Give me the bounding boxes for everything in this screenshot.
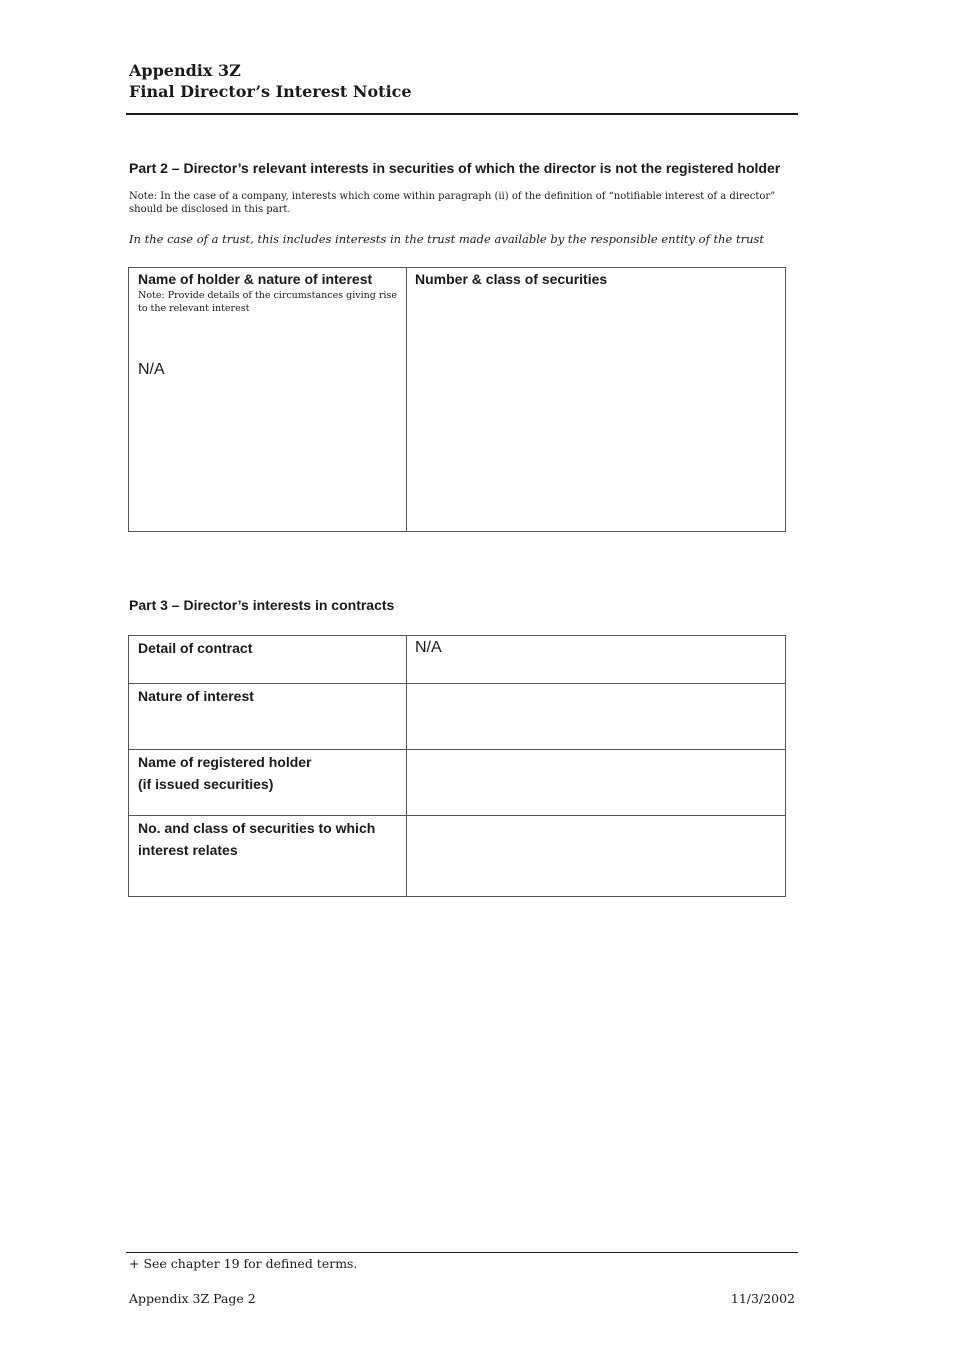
footer-page-label: Appendix 3Z Page 2: [129, 1291, 256, 1306]
part3-row-divider: [129, 683, 785, 684]
document-header: [129, 60, 412, 102]
part2-table: [128, 267, 786, 532]
row-label-line: Name of registered holder: [138, 754, 312, 770]
part3-row-detail-label: [138, 637, 402, 659]
part3-heading: Part 3 – Director’s interests in contracts: [129, 597, 395, 613]
part3-row-detail-value: N/A: [415, 639, 442, 656]
footer-defined-terms: + See chapter 19 for defined terms.: [129, 1256, 358, 1271]
part3-row-divider: [129, 815, 785, 816]
part2-holder-value: N/A: [138, 361, 165, 378]
part2-heading: Part 2 – Director’s relevant interests in securities of which the director is not the registered holder: [129, 160, 781, 176]
part3-row-securities-label: [138, 817, 402, 861]
row-label-line: No. and class of securities to which: [138, 820, 376, 836]
part3-table-column-divider: [406, 636, 407, 896]
header-divider: [126, 113, 798, 115]
part3-row-nature-label: [138, 685, 402, 707]
row-label-line: interest relates: [138, 842, 238, 858]
part3-row-holder-label: [138, 751, 402, 795]
row-label-line: (if issued securities): [138, 776, 274, 792]
part2-table-column-divider: [406, 268, 407, 531]
part3-table: [128, 635, 786, 897]
header-notice-title: Final Director’s Interest Notice: [129, 82, 412, 101]
part2-note: Note: In the case of a company, interests which come within paragraph (ii) of the definition of “notifiable interest of a director” should be disclosed in this part.: [129, 191, 776, 215]
row-label-line: Detail of contract: [138, 640, 253, 656]
footer-divider: [126, 1252, 798, 1253]
footer-date: 11/3/2002: [730, 1291, 795, 1306]
part2-securities-header: Number & class of securities: [415, 271, 608, 287]
part2-holder-note: Note: Provide details of the circumstances giving rise to the relevant interest: [138, 290, 397, 314]
row-label-line: Nature of interest: [138, 688, 254, 704]
part2-trust-note: In the case of a trust, this includes interests in the trust made available by the responsible entity of the trust: [129, 232, 765, 246]
part3-row-divider: [129, 749, 785, 750]
header-appendix-title: Appendix 3Z: [129, 61, 241, 80]
part2-holder-header: Name of holder & nature of interest: [138, 271, 373, 287]
